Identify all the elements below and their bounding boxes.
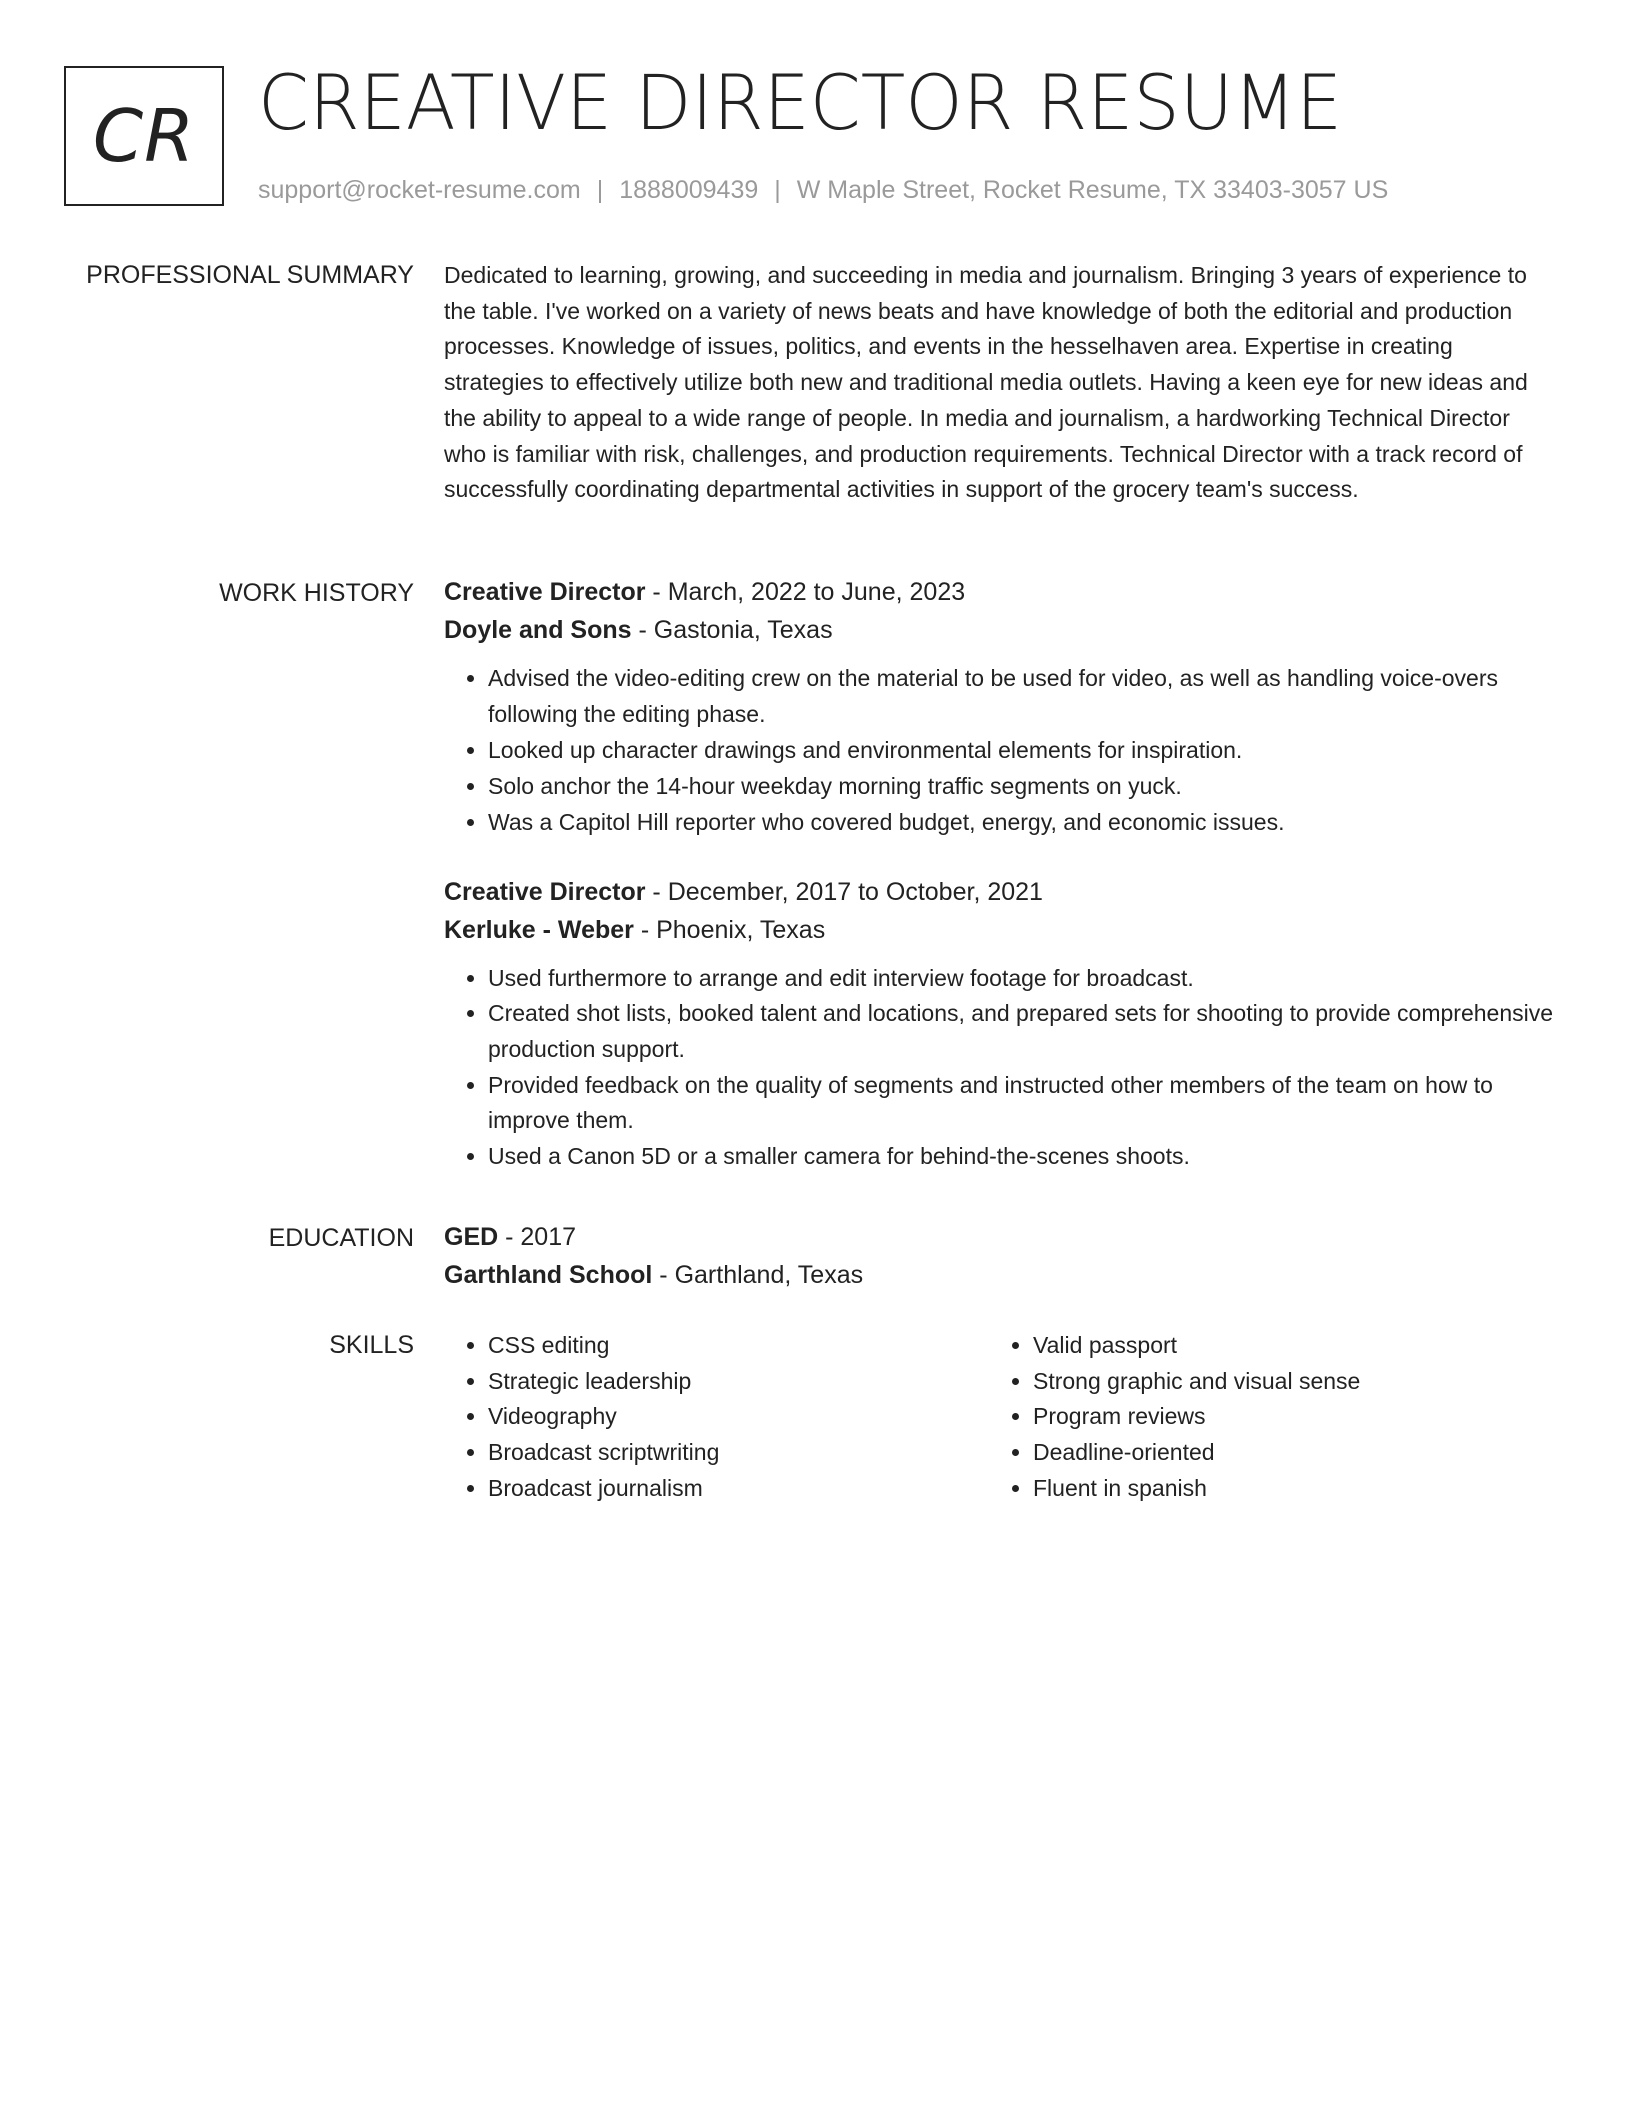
- list-item: • Used a Canon 5D or a smaller camera for behind-the-scenes shoots.: [488, 1139, 1554, 1175]
- job-title-line: [444, 573, 1554, 611]
- list-item: • Solo anchor the 14-hour weekday morning traffic segments on yuck.: [488, 769, 1554, 805]
- job-dates: - March, 2022 to June, 2023: [645, 578, 966, 606]
- list-item: • Broadcast scriptwriting: [488, 1435, 989, 1471]
- contact-email: support@rocket-resume.com: [258, 176, 581, 204]
- list-item: • Videography: [488, 1399, 989, 1435]
- education-body: [444, 1218, 1554, 1294]
- list-item: • Strategic leadership: [488, 1364, 989, 1400]
- monogram-initials: CR: [92, 94, 196, 178]
- job-title: Creative Director: [444, 877, 646, 906]
- list-item: • Fluent in spanish: [1033, 1471, 1534, 1507]
- education-school-line: [444, 1256, 1554, 1294]
- skills-body: [444, 1328, 1554, 1507]
- list-item: • CSS editing: [488, 1328, 989, 1364]
- job-bullet-list: [444, 661, 1554, 841]
- list-item: • Deadline-oriented: [1033, 1435, 1534, 1471]
- list-item: • Advised the video-editing crew on the material to be used for video, as well as handling voice-overs following the editing phase.: [488, 661, 1554, 732]
- monogram-box: [64, 66, 224, 206]
- job-entry: [444, 873, 1554, 1175]
- summary-heading: PROFESSIONAL SUMMARY: [86, 261, 414, 289]
- job-entry: [444, 573, 1554, 841]
- work-history-body: [444, 573, 1554, 1175]
- education-degree: GED: [444, 1223, 499, 1251]
- list-item: • Looked up character drawings and environmental elements for inspiration.: [488, 733, 1554, 769]
- education-heading: EDUCATION: [268, 1224, 414, 1252]
- education-year: - 2017: [498, 1223, 577, 1251]
- job-company: Kerluke - Weber: [444, 915, 634, 944]
- skills-list-left: [444, 1328, 989, 1507]
- education-school: Garthland School: [444, 1261, 653, 1289]
- list-item: • Strong graphic and visual sense: [1033, 1364, 1534, 1400]
- contact-address: W Maple Street, Rocket Resume, TX 33403-3057 US: [796, 176, 1389, 204]
- list-item: • Broadcast journalism: [488, 1471, 989, 1507]
- job-dates: - December, 2017 to October, 2021: [645, 877, 1043, 906]
- skills-list-right: [989, 1328, 1534, 1507]
- job-location: - Gastonia, Texas: [631, 616, 833, 644]
- list-item: • Valid passport: [1033, 1328, 1534, 1364]
- contact-separator: |: [774, 176, 781, 204]
- list-item: • Used furthermore to arrange and edit interview footage for broadcast.: [488, 961, 1554, 997]
- job-title-line: [444, 873, 1554, 911]
- list-item: • Provided feedback on the quality of segments and instructed other members of the team on how to improve them.: [488, 1068, 1554, 1139]
- job-title: Creative Director: [444, 578, 646, 606]
- contact-phone: 1888009439: [619, 176, 759, 204]
- list-item: • Was a Capitol Hill reporter who covered budget, energy, and economic issues.: [488, 805, 1554, 841]
- education-degree-line: [444, 1218, 1554, 1256]
- list-item: • Created shot lists, booked talent and locations, and prepared sets for shooting to provide comprehensive production support.: [488, 996, 1554, 1067]
- summary-text: Dedicated to learning, growing, and succeeding in media and journalism. Bringing 3 years of experience to the table. I've worked on a variety of news beats and have knowledge of both the editorial and production processes. Knowledge of issues, politics, and events in the hesselhaven area. Expertise in creating strategies to effectively utilize both new and traditional media outlets. Having a keen eye for new ideas and the ability to appeal to a wide range of people. In media and journalism, a hardworking Technical Director who is familiar with risk, challenges, and production requirements. Technical Director with a track record of successfully coordinating departmental activities in support of the grocery team's success.: [444, 262, 1528, 503]
- work-history-heading: WORK HISTORY: [219, 579, 414, 607]
- job-company-line: [444, 611, 1554, 649]
- skills-columns: [444, 1328, 1554, 1507]
- education-location: - Garthland, Texas: [652, 1261, 864, 1289]
- list-item: • Program reviews: [1033, 1399, 1534, 1435]
- job-bullet-list: [444, 961, 1554, 1175]
- skills-heading: SKILLS: [329, 1331, 414, 1359]
- job-location: - Phoenix, Texas: [633, 915, 826, 944]
- contact-line: [258, 172, 1388, 208]
- resume-title: CREATIVE DIRECTOR RESUME: [258, 58, 1343, 147]
- job-company-line: [444, 911, 1554, 949]
- contact-separator: |: [596, 176, 604, 204]
- job-company: Doyle and Sons: [444, 616, 632, 644]
- summary-body: [444, 258, 1554, 508]
